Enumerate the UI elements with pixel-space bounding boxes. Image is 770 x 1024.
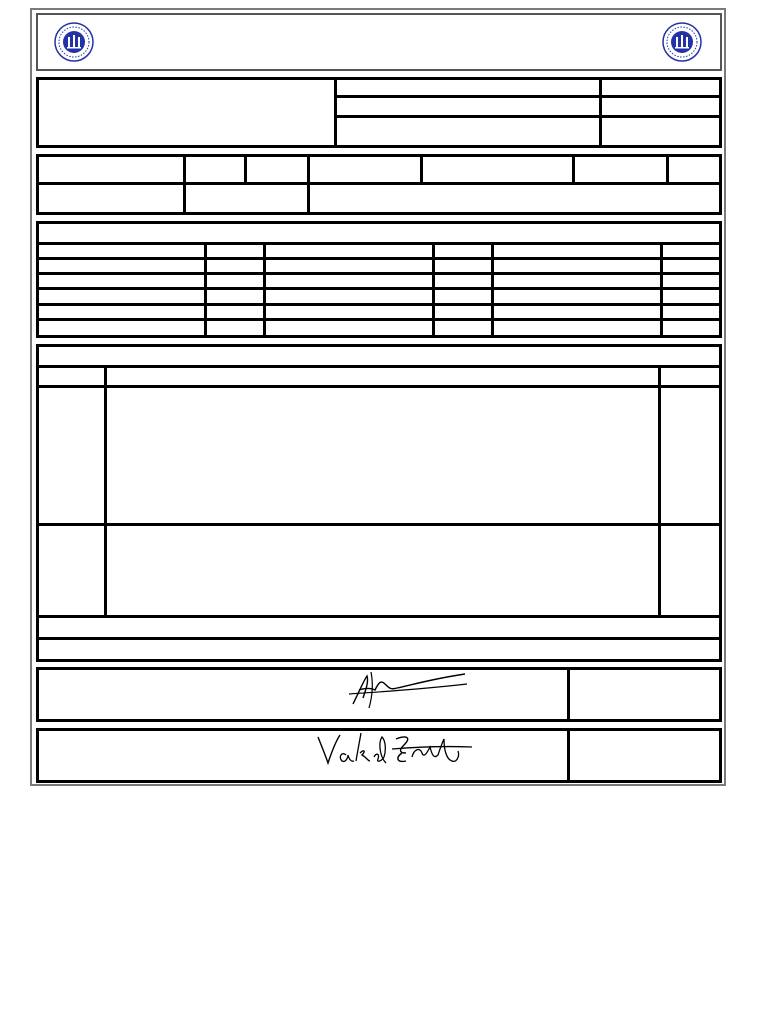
handwritten-signature-1 [345, 668, 470, 710]
info-section [36, 77, 722, 148]
form-header [36, 13, 722, 71]
handwritten-signature-2 [316, 729, 476, 771]
university-seal-icon [662, 22, 702, 62]
university-seal-icon [54, 22, 94, 62]
